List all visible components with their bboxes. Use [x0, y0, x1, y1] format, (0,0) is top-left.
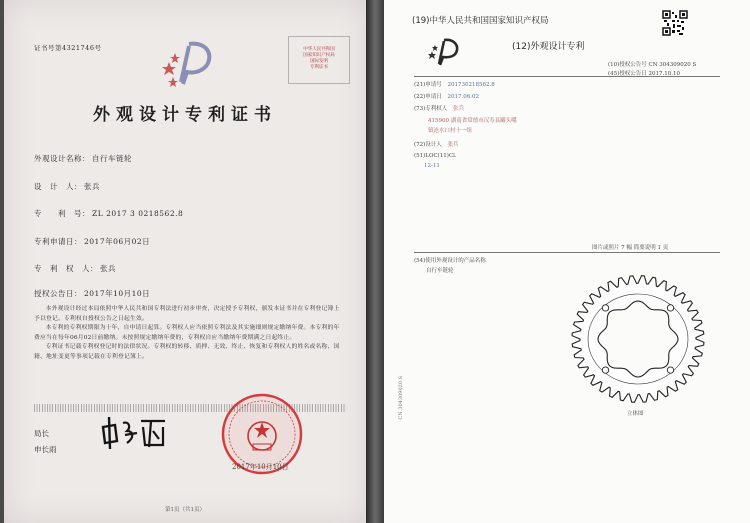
- field-label: 授权公告日：: [34, 289, 82, 298]
- certificate-body: [34, 305, 342, 363]
- field-grant-date: [34, 288, 150, 299]
- certificate-number: 证书号第4321746号: [34, 44, 102, 52]
- pages-note: 图片或照片 7 幅 简要说明 1 页: [592, 245, 669, 251]
- book-gutter: [366, 0, 384, 523]
- field-label: 专利申请日：: [34, 237, 82, 246]
- field-label: 设 计 人：: [34, 182, 82, 191]
- field-label: 专 利 号：: [34, 209, 90, 218]
- app-no-value: 201730218562.8: [447, 82, 495, 88]
- office-stamp-box: [288, 36, 350, 84]
- field-value: 自行车链轮: [92, 154, 132, 163]
- loc-classification-label: (51)LOC(11)Cl.: [414, 153, 457, 159]
- chainring-inner-outline: [598, 301, 678, 377]
- field-design-name: [34, 153, 132, 164]
- body-paragraph: 专利证书记载专利权登记时的法律状况。专利权的转移、质押、无效、终止、恢复和专利权人的姓名或名称、国籍、地址变更等事项记载在专利登记簿上。: [34, 344, 340, 360]
- owner-label: (73)专利权人: [414, 106, 448, 112]
- bolt-hole: [667, 305, 673, 311]
- signature-icon: [99, 413, 169, 453]
- address-line: 415900 湖南省常德市汉寿县罐头嘴: [428, 118, 517, 124]
- bolt-hole: [602, 367, 608, 373]
- patentee-row: [414, 104, 464, 112]
- designer-label: (72)设计人: [414, 142, 442, 148]
- app-date-value: 2017.06.02: [447, 94, 480, 100]
- view-caption: 立体图: [627, 411, 644, 417]
- page-footer: 第1页（共1页）: [165, 507, 205, 513]
- stamp-line: 国家知识产权局: [303, 53, 335, 58]
- app-date-label: (22)申请日: [414, 94, 442, 100]
- field-patent-number: [34, 208, 183, 219]
- chainring-drawing: [568, 271, 708, 407]
- bolt-hole: [667, 367, 673, 373]
- app-no-label: (21)申请号: [414, 82, 442, 88]
- owner-value: 张兵: [453, 106, 465, 112]
- field-value: 张兵: [84, 182, 100, 191]
- product-name-label: (54)使用外观设计的产品名称: [414, 258, 486, 264]
- seal-date: 2017年10月10日: [232, 463, 289, 471]
- body-paragraph: 本专利的专利权期限为十年，自申请日起算。专利权人应当依照专利法及其实施细则规定缴纳年费。本专利的年费应当在每年06月02日前缴纳。未按照规定缴纳年费的，专利权自应当缴纳年费期满之日起终止。: [34, 325, 340, 341]
- field-label: 外观设计名称：: [34, 154, 90, 163]
- field-value: ZL 2017 3 0218562.8: [92, 209, 184, 218]
- certificate-title: 外观设计专利证书: [93, 105, 277, 125]
- stamp-line: 专利证书: [310, 65, 328, 70]
- loc-classification-value: 12-11: [424, 163, 440, 169]
- publication-number: (10)授权公告号 CN 304309020 S: [608, 62, 697, 68]
- field-value: 张兵: [100, 264, 116, 273]
- director-name: 申长雨: [34, 445, 57, 454]
- field-application-date: [34, 236, 150, 247]
- product-name-value: 自行车链轮: [426, 268, 454, 274]
- stamp-line: 中华人民共和国: [303, 47, 335, 52]
- publication-date: (45)授权公告日 2017.10.10: [608, 71, 681, 77]
- body-paragraph: 本外观设计经过本局依照中华人民共和国专利法进行初步审查，决定授予专利权，颁发本证书并在专利登记簿上予以登记。专利权自授权公告之日起生效。: [34, 306, 340, 322]
- field-designer: [34, 181, 100, 192]
- address-line: 镇沧水口村十一组: [428, 128, 473, 134]
- bolt-hole: [602, 305, 608, 311]
- patent-office-emblem-icon: [426, 36, 464, 66]
- qr-code-icon: [662, 10, 688, 36]
- designer-row: [414, 140, 459, 148]
- application-number-row: [414, 80, 495, 88]
- side-publication-number: CN 304309020 S: [398, 376, 404, 420]
- stamp-line: 国际发明: [310, 59, 328, 64]
- field-patentee: [34, 263, 116, 274]
- application-date-row: [414, 92, 479, 100]
- patent-type-heading: (12)外观设计专利: [512, 42, 585, 52]
- field-label: 专 利 权 人：: [34, 264, 98, 273]
- section-rule: [414, 252, 720, 253]
- issuing-office: (19)中华人民共和国国家知识产权局: [412, 16, 549, 26]
- director-title: 局长: [34, 429, 49, 438]
- certificate-page: [4, 0, 366, 523]
- patent-office-emblem-icon: [159, 36, 221, 88]
- designer-value: 张兵: [447, 142, 459, 148]
- field-value: 2017年10月10日: [84, 289, 151, 298]
- field-value: 2017年06月02日: [84, 237, 151, 246]
- publication-page: [384, 0, 750, 523]
- header-rule: [414, 76, 720, 77]
